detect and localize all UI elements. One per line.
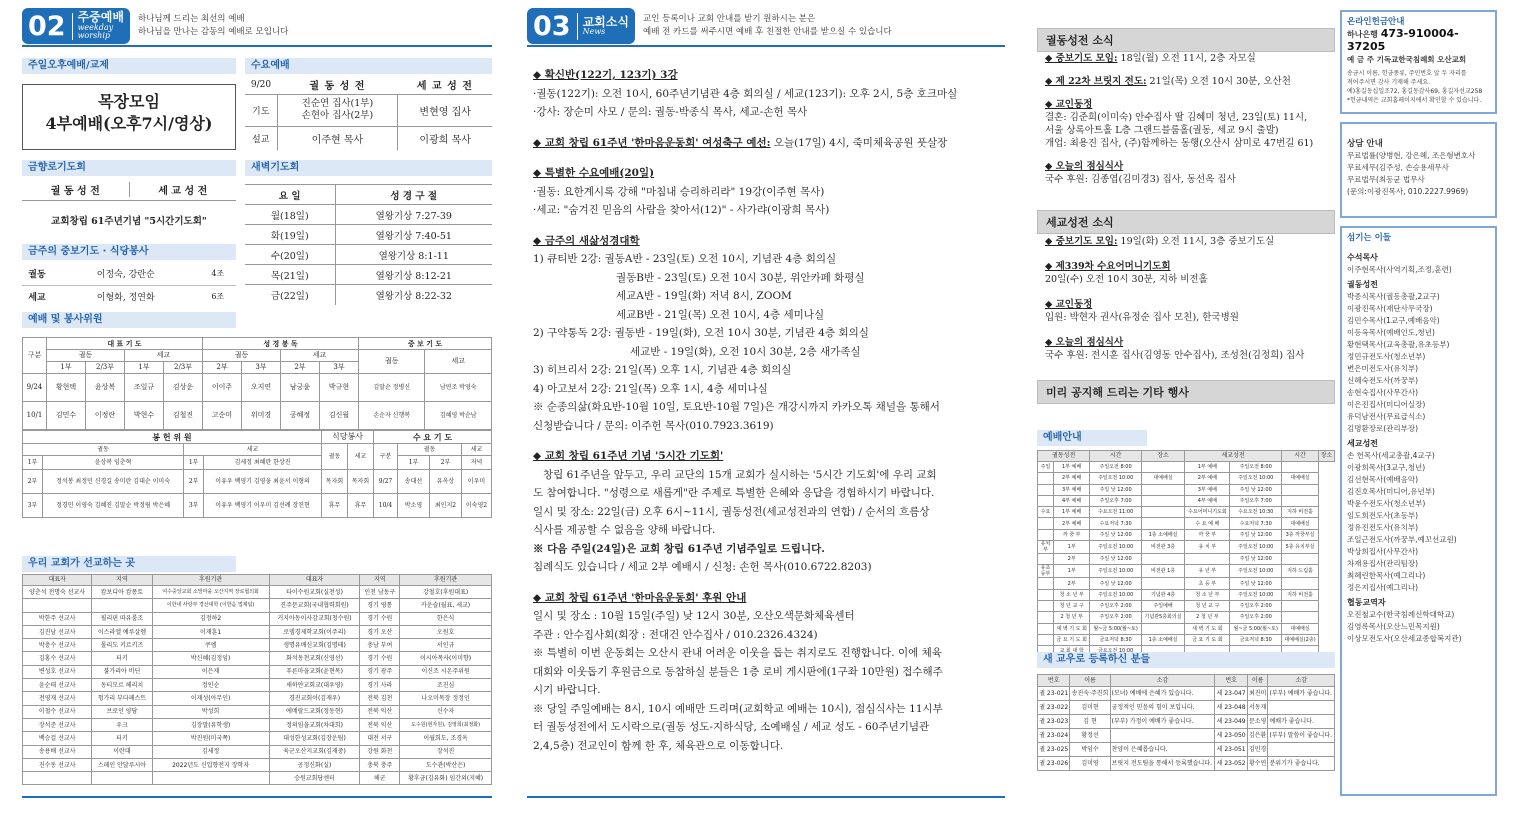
gw-news: ◆ 중보기도 모임: 18일(월) 오전 11시, 2층 자모실 ◆ 제 22차 브릿지 전도: 21일(목) 오전 10시 30분, 오산천 ◆ 교인동정 결혼: 김준희(이미숙) 안수집사 딸 김혜미 청년, 23일(토) 11시, 서울 상록아트홀 L층 그랜드블룸홀(궐동, 세교 9시 출발) 개업: 최용진 집사, (주)함께하는 동행(오산시 삼미로 47번길 61) ◆ 오늘의 점심식사 국수 후원: 김종엽(김미경3) 집사, 동선옥 집사 — [1045, 53, 1314, 185]
staff-member: 정유진전도사(유치부) — [1347, 523, 1419, 532]
gw-news-title: 궐동성전 소식 — [1037, 28, 1335, 52]
staff-member: 유덕남전사(무료급식소) — [1347, 412, 1426, 421]
mission-row: 윤순태 선교사 동티모르 헤리치 정인순 새하얀교회교(대우영) 경기 사라 조진심 — [23, 679, 492, 692]
section-label: 우리 교회가 선교하는 곳 — [22, 556, 236, 572]
dawn-row: 수(20일) 열왕기상 8:1-11 — [245, 245, 492, 265]
newcomer-row: 궐 23-021 송진숙·주진희 (모녀) 예배에 은혜가 있습니다. 세 23-047 최진미 (부부) 예배가 좋습니다. — [1038, 687, 1335, 701]
staff-member: 변은미전도사(유치부) — [1347, 364, 1419, 373]
guide-row: 2 청 년 부 주일오후 2:00 기념관5층회의실 2 청 년 부 주일오후 2:00 — [1038, 612, 1335, 623]
dawn-row: 월(18일) 열왕기상 7:27-39 — [245, 205, 492, 225]
guide-row: 까 꿍 부 주일 낮 12:00 1층 소예배실 까 꿍 부 주일 낮 12:00 3층 까꿍부실 — [1038, 529, 1335, 540]
news-title: ◆ 금주의 새삶성경대학 — [533, 234, 640, 247]
guide-row: 유초등부 1부 주일오전 10:00 비전관 1층 유 년 부 주일오전 10:00 지하 드림홀 — [1038, 565, 1335, 578]
mission-row: 이한네 사랑부 경산대학 (이한음 법제팀) 진주문교회(국내협력회원) 경기 영통 카운슬(월표, 세교) — [23, 599, 492, 612]
guide-row: 청 소 년 부 주일오전 10:00 기념관 4층 청 소 년 부 주일오전 10:00 지하 비전홀 — [1038, 589, 1335, 600]
staff-member: 이광진목사(재단사무국장) — [1347, 304, 1433, 313]
mission-section — [22, 556, 492, 785]
newcomer-row: 궐 23-022 김미현 궁정적인 믿음의 힘이 보입니다. 세 23-048 서동재 — [1038, 701, 1335, 715]
counsel-box: 상담 안내 무료법률(양병현, 강은혜, 조은형변호사 무료세무(김주성, 손승용세무사 무료법무(최동균 법무사 (문의:이광진목사, 010.2227.9969) — [1340, 122, 1497, 218]
section-label: 예배 및 봉사위원 — [22, 312, 236, 328]
guide-row: 금 요 기 도 회 금요저녁 8:30 1층 소예배실 금 요 기 도 회 금요저녁 8:30 대예배실(2층) — [1038, 634, 1335, 645]
staff-member: 김민수목사(1교구,예배음악) — [1347, 316, 1440, 325]
staff-member: 이주현목사(사역기획,조정,훈련) — [1347, 265, 1452, 274]
newcomers-section — [1037, 652, 1335, 771]
guide-row: 2부 예배 수요저녁 7:30 수 요 예 배 수요저녁 7:30 대예배실 — [1038, 518, 1335, 529]
worship-team-section — [22, 312, 492, 518]
section-label: 새 교우로 등록하신 분들 — [1037, 652, 1335, 668]
guide-section — [1037, 430, 1335, 657]
newcomer-row: 궐 23-024 황정선 세 23-050 김은환 (부부) 말씀이 좋습니다. — [1038, 729, 1335, 743]
worship-team-table: 구분 대 표 기 도 성 경 봉 독 중 보 기 도 궐동 세교 궐동 세교 궐동 세교 1부 2/3부 1부 2/3부 2부 3부 2부 3부 9/24 황현택 윤상복 조일규 김상운 이이주 오지연 남궁윤 박규현 김말순 정병신 남연조 박영숙 10/1 김민수 이정란 박현수 김철진 고순미 위미경 공혜정 김신월 손순자 신행복 김혜영 박순남 — [22, 337, 492, 430]
staff-member: 정민규전도사(청소년부) — [1347, 352, 1426, 361]
staff-member: 이등옥목사(예배인도,청년) — [1347, 328, 1435, 337]
staff-member: 박상희집사(사무간사) — [1347, 547, 1419, 556]
friday-section: 금향로기도회 궐 동 성 전 세 교 성 전 교회창립 61주년기념 "5시간기도회" — [22, 160, 236, 227]
staff-member: 황현택목사(교육총괄,유초등부) — [1347, 340, 1450, 349]
dawn-section — [245, 160, 492, 305]
section-label: 주일오후예배/교제 — [22, 58, 236, 74]
dawn-row: 목(21일) 열왕기상 8:12-21 — [245, 265, 492, 285]
sg-news-title: 세교성전 소식 — [1037, 210, 1335, 234]
staff-box: 섬기는 이들 수석목사 이주현목사(사역기획,조정,훈련) 궐동성전 박종식목사(궐동총괄,2교구) 이광진목사(재단사무국장) 김민수목사(1교구,예배음악) 이등옥목사(예배인도,청년) 황현택목사(교육총괄,유초등부) 정민규전도사(청소년부) 변은미전도사(유치부) 신혜숙전도사(까꿍부) 송현숙집사(사무간사) 이은진집사(미디어실장) 유덕남전사(무료급식소) 김명환장로(관리부장) 세교성전 손 헌목사(세교총괄,4교구) 이광희목사(3교구,청년) 김선현목사(예배음악) 김진호목사(미디어,유년부) 박윤수전도사(청소년부) 임도희전도사(초등부) 정유진전도사(유치부) 조일근전도사(까꿍부,예꼬선교원) 박상희집사(사무간사) 차재용집사(관리팀장) 최혜린한목사(예그리나) 정은지집사(예그리나) 협동교역자 오진철교수(한국침례신학대학교) 김영록목사(오산느민목지원) 이상모전도사(오산세교종합복지관) — [1340, 226, 1497, 796]
dawn-table: 요 일 성 경 구 절 월(18일) 열왕기상 7:27-39 화(19일) 열왕기상 7:40-51 수(20일) 열왕기상 8:1-11 목(21일) 열왕기상 8:12-21 금(22일) 열왕기상 8:22-32 — [245, 184, 492, 305]
guide-table: 궐동성전 시간 장소 세교성전 시간 장소 주일 1부 예배 주일오전 8:00 1부 예배 주일오전 8:00 2부 예배 주일오전 10:00 대예배실 2부 예배 주일오전 10:00 대예배실 3부 예배 주일 낮 12:00 3부 예배 주일 낮 12:00 4부 예배 주일오후 7:00 4부 예배 주일오후 7:00 수요 1부 예배 수요오전 11:00 수요어머니기도회 수요오전 10:30 지하 비전홀 2부 예배 수요저녁 7:30 수 요 예 배 수요저녁 7:30 대예배실 까 꿍 부 주일 낮 12:00 1층 소예배실 까 꿍 부 주일 낮 12:00 3층 까꿍부실 유치부 1부 주일오전 10:00 비전관 3층 유 치 부 주일오전 10:00 5층 유치부실 2부 주일 낮 12:00 주일 낮 12:00 유초등부 1부 주일오전 10:00 비전관 1층 유 년 부 주일오전 10:00 지하 드림홀 2부 주일 낮 12:00 초 등 부 주일 낮 12:00 청 소 년 부 주일오전 10:00 기념관 4층 청 소 년 부 주일오전 10:00 지하 비전홀 청 년 교 구 주일오후 2:00 주일예배 청 년 교 구 주일오후 2:00 2 청 년 부 주일오후 2:00 기념관5층회의실 2 청 년 부 주일오후 2:00 새 벽 기 도 회 월~금 5:00(월~토) 새 벽 기 도 회 월~금 5:00(월~토) 대예배실 금 요 기 도 회 금요저녁 8:30 1층 소예배실 금 요 기 도 회 금요저녁 8:30 대예배실(2층) — [1037, 450, 1335, 657]
wed-table: 9/20 궐 동 성 전 세 교 성 전 기도 진순연 집사(1부) 손현아 집사(2부) 변현영 집사 설교 이주현 목사 이광희 목사 — [245, 76, 492, 150]
wed-section — [245, 58, 492, 150]
newcomer-row: 궐 23-026 김미영 브릿지 전도팀을 통해서 등록했습니다. 세 23-052 황수연 분위기가 좋습니다. — [1038, 757, 1335, 771]
section-label: 예배안내 — [1037, 430, 1147, 446]
mission-row: 변성호 선교사 불가리아 비딘 이은재 푸른마을교회(윤현목) 경기 광주 이신조 시온주위원 — [23, 665, 492, 678]
page-03 — [527, 0, 1005, 813]
news-title: ◆ 특별한 수요예배(20일) — [533, 167, 655, 179]
staff-member: 박윤수전도사(청소년부) — [1347, 499, 1426, 508]
staff-member: 이광희목사(3교구,청년) — [1347, 463, 1426, 472]
mission-row: 송용배 선교사 이란대 김세정 육군오산지교회(김재중) 강원 화천 장석진 — [23, 745, 492, 758]
staff-member: 손 헌목사(세교총괄,4교구) — [1347, 451, 1435, 460]
sg-news: ◆ 중보기도 모임: 19일(화) 오전 11시, 3층 중보기도실 ◆ 제339차 수요어머니기도회 20일(수) 오전 10시 30분, 지하 비전홀 ◆ 교인동정 입원: 박현자 권사(유정순 집사 모친), 한국병원 ◆ 오늘의 점심식사 국수 후원: 전시훈 집사(김영동 안수집사), 조성천(김정희) 집사 — [1045, 236, 1305, 361]
staff-member: 김명환장로(관리부장) — [1347, 424, 1419, 433]
mission-row: 양춘석 전명숙 선교사 캄보디아 캄퐁토 여수중앙교회 소망마을 오산지역 장로협의회 타이수원교회(실천성) 인천 남동구 강철호(후원대표) — [23, 586, 492, 599]
staff-member: 차재용집사(관리팀장) — [1347, 559, 1419, 568]
mission-row: 승원교회당센터 해군 황후금(김유화) 임간외(지혜) — [23, 772, 492, 785]
guide-row: 청 년 교 구 주일오후 2:00 주일예배 청 년 교 구 주일오후 2:00 — [1038, 600, 1335, 611]
section-label: 금향로기도회 — [22, 160, 236, 176]
sunday-pm-box: 목장모임 4부예배(오후7시/영상) — [22, 84, 236, 150]
guide-row: 주일 1부 예배 주일오전 8:00 1부 예배 주일오전 8:00 — [1038, 462, 1335, 473]
other-events-title: 미리 공지해 드리는 기타 행사 — [1037, 380, 1335, 404]
guide-row: 2부 주일 낮 12:00 초 등 부 주일 낮 12:00 — [1038, 578, 1335, 589]
guide-row: 새 벽 기 도 회 월~금 5:00(월~토) 새 벽 기 도 회 월~금 5:00(월~토) 대예배실 — [1038, 623, 1335, 634]
news-title: ◆ 교회 창립 61주년 '한마음운동회' 후원 안내 — [533, 591, 747, 604]
mission-row: 이철수 선교사 브로인 양담 박성희 에메랄드교회(정동현) 전북 익산 신수자 — [23, 705, 492, 718]
page-04-main — [1037, 0, 1335, 813]
mission-row: 장석준 선교사 우크 김장말(류학생) 정의임을교회(차대희) 전북 익산 도수원(현자원), 김영희(최정화) — [23, 718, 492, 731]
service-table: 봉 헌 위 원 식당봉사 수 요 기 도 궐동 세교 궐동 세교 구분 궐동 세교 1부 윤상복 임춘혁 1부 김세정 최혜란 한상진 1부 2부 저녁 2부 정석봉 최정민 신경길 송미란 김대순 이미숙 2부 이유우 백영기 김영웅 최윤서 이형의 목자회 목자회 9/27 송대선 유옥상 이우미 3부 정경민 이영숙 김혜진 김말순 박정림 박은혜 3부 이유우 백영기 이우미 김선례 장진현 휴무 휴무 10/4 박소영 최인지2 이숙영2 — [22, 430, 492, 518]
staff-member: 송현숙집사(사무간사) — [1347, 388, 1419, 397]
sunday-pm-section — [22, 58, 236, 150]
worship-team-row: 10/1 김민수 이정란 박현수 김철진 고순미 위미경 공혜정 김신월 손순자 신행복 김혜영 박순남 — [23, 402, 492, 430]
section-label: 새벽기도회 — [245, 160, 492, 176]
staff-member: 이은진집사(미디어실장) — [1347, 400, 1426, 409]
staff-member: 박종식목사(궐동총괄,2교구) — [1347, 292, 1440, 301]
guide-row: 수요 1부 예배 수요오전 11:00 수요어머니기도회 수요오전 10:30 지하 비전홀 — [1038, 507, 1335, 518]
section-label: 금주의 중보기도 · 식당봉사 — [22, 244, 236, 260]
mission-row: 박충수 선교사 몰리도 키르키즈 쿠엠 생명유배신교회(김명태) 충남 부여 서인규 — [23, 639, 492, 652]
newcomers-table: 번호 이름 소감 번호 이름 소감 궐 23-021 송진숙·주진희 (모녀) 예배에 은혜가 있습니다. 세 23-047 최진미 (부부) 예배가 좋습니다. 궐 23-022 김미현 궁정적인 믿음의 힘이 보입니다. 세 23-048 서동재 궐 23-023 김 현 (부부) 가정이 예배가 좋습니다. 세 23-049 문소영 예배가 좋습니다. 궐 23-024 황정선 세 23-050 김은환 (부부) 말씀이 좋습니다. 궐 23-025 박임수 찬양이 은혜롭습니다. 세 23-051 김민경 궐 23-026 김미영 브릿지 전도팀을 통해서 등록했습니다. 세 23-052 황수연 분위기가 좋습니다. — [1037, 674, 1335, 771]
staff-member: 임도희전도사(초등부) — [1347, 511, 1419, 520]
page-04-side — [1340, 0, 1500, 813]
mission-row: 백승걸 선교사 터키 박진원(미국쪽) 대성한성교회(김장운팀) 대전 서구 이월희도, 조경옥 — [23, 732, 492, 745]
guide-row: 4부 예배 주일오후 7:00 4부 예배 주일오후 7:00 — [1038, 495, 1335, 506]
mission-table: 대표자 지역 후원기관 대표자 지역 후원기관 양춘석 전명숙 선교사 캄보디아 캄퐁토 여수중앙교회 소망마을 오산지역 장로협의회 타이수원교회(실천성) 인천 남동구 강철호(후원대표) 이한네 사랑부 경산대학 (이한음 법제팀) 진주문교회(국내협력회원) 경기 영통 카운슬(월표, 세교) 박한주 선교사 필리핀 따유룸조 김정하2 거지아동이사감교회(청수원) 경기 수원 한은식 김진남 선교사 이스라엘 예루살렘 이재훈1 로뎀경제학교회(이주리) 경기 오산 오원호 박충수 선교사 몰리도 키르키즈 쿠엠 생명유배신교회(김명태) 충남 부여 서인규 김홍수 선교사 터키 박신혜(김정임) 화석동천교회(신영선) 경기 수원 이시아목사(이미향) 변성호 선교사 불가리아 비딘 이은재 푸른마을교회(윤현목) 경기 광주 이신조 시온주위원 윤순태 선교사 동티모르 헤리치 정인순 새하얀교회교(대우영) 경기 사라 조진심 전영재 선교사 헝가리 부다페스트 이재성(아무인) 경진교회이(김재우) 전북 김천 나오미목장 정정인 이철수 선교사 브로인 양담 박성희 에메랄드교회(정동현) 전북 익산 신수자 장석준 선교사 우크 김장말(류학생) 정의임을교회(차대희) 전북 익산 도수원(현자원), 김영희(최정화) 백승걸 선교사 터키 박진원(미국쪽) 대성한성교회(김장운팀) 대전 서구 이월희도, 조경옥 송용배 선교사 이란대 김세정 육군오산지교회(김재중) 강원 화천 장석진 진수동 선교사 스페인 안달루시아 2022년도 신입향전지 장학자 공정신화(실) 충북 충주 도수관(박산은) 승원교회당센터 해군 황후금(김유화) 임간외(지혜) — [22, 574, 492, 785]
dawn-row: 화(19일) 열왕기상 7:40-51 — [245, 225, 492, 245]
intercede-section: 금주의 중보기도 · 식당봉사 궐동 이정숙, 강란순 4조 세교 이형화, 정연화 6조 — [22, 244, 236, 307]
guide-row: 유치부 1부 주일오전 10:00 비전관 3층 유 치 부 주일오전 10:00 5층 유치부실 — [1038, 541, 1335, 554]
section-02-header — [10, 8, 492, 48]
news-list: ◆ 확신반(122기, 123기) 3강 ·궐동(122기): 오전 10시, 60주년기념관 4층 회의실 / 세교(123기): 오후 2시, 5층 호크마실 ·강사: 장순미 사모 / 문의: 궐동-박종식 목사, 세교-손헌 목사 ◆ 교회 창립 61주년 '한마음운동회' 여성축구 예선: 오늘(17일) 4시, 죽미체육공원 풋살장 ◆ 특별한 수요예배(20일) ·궐동: 요한계시록 강해 "마침내 승리하리라" 19강(이주현 목사) ·세교: "숨겨진 믿음의 사람을 찾아서(12)" - 사가랴(이광희 목사) ◆ 금주의 새삶성경대학 1) 큐티반 2강: 궐동A반 - 23일(토) 오전 10시, 기념관 4층 회의실 궐동B반 - 23일(토) 오전 10시 30분, 위안카페 화평실 세교A반 - 19일(화) 저녁 8시, ZOOM 세교B반 - 21일(목) 오전 10시, 4층 세미나실 2) 구약통독 2강: 궐동반 - 19일(화), 오전 10시 30분, 기념관 4층 회의실 세교반 - 19일(화), 오전 10시 30분, 2층 새가족실 3) 히브리서 2강: 21일(목) 오후 1시, 기념관 4층 회의실 4) 아고보서 2강: 21일(목) 오후 1시, 4층 세미나실 ※ 순종의삶(화요반-10월 10일, 토요반-10월 7일)은 개강시까지 카카오톡 채널을 통해서 신청받습니다 / 문의: 이주헌 목사(010.7923.3619) ◆ 교회 창립 61주년 기념 '5시간 기도회' 창립 61주년을 앞두고, 우리 교단의 15개 교회가 실시하는 '5시간 기도회'에 우리 교회 도 참여합니다. "성령으로 새롭게"란 주제로 특별한 은혜와 응답을 경험하시기 바랍니다. 일시 및 장소: 22일(금) 오후 6시~11시, 궐동성전(세교성전과의 연합) / 순서의 흐름상 식사를 제공할 수 없음을 양해 바랍니다. ※ 다음 주일(24일)은 교회 창립 61주년 기념주일로 드립니다. 침례식도 있습니다 / 세교 2부 예배시 / 신청: 손헌 목사(010.6722.8203) ◆ 교회 창립 61주년 '한마음운동회' 후원 안내 일시 및 장소 : 10월 15일(주일) 낮 12시 30분, 오산오색문화체육센터 주관 : 안수집사회(회장 : 전대건 안수집사 / 010.2326.4324) ※ 특별히 이번 운동회는 오산시 관내 어려운 이웃을 돕는 취지로도 진행합니다. 이에 체육 대회와 이웃돕기 후원금으로 동참하실 분들은 1층 로비 게시판에(1구좌 10만원) 접수해주 시기 바랍니다. ※ 당일 주일예배는 8시, 10시 예배만 드리며(교회학교 예배는 10시), 점심식사는 11시부 터 궐동성전에서 도시락으로(궐동 성도-지하식당, 소예배실 / 세교 성도 - 60주년기념관 2,4,5층) 전교인이 함께 한 후, 체육관으로 이동합니다. — [533, 66, 1003, 755]
page-02 — [10, 0, 492, 813]
dawn-row: 금(22일) 열왕기상 8:22-32 — [245, 285, 492, 305]
section-03-badge: 03 교회소식 News — [527, 8, 635, 44]
guide-row: 2부 예배 주일오전 10:00 대예배실 2부 예배 주일오전 10:00 대예배실 — [1038, 473, 1335, 484]
newcomer-row: 궐 23-025 박임수 찬양이 은혜롭습니다. 세 23-051 김민경 — [1038, 743, 1335, 757]
staff-member: 김진호목사(미디어,유년부) — [1347, 487, 1435, 496]
mission-row: 박한주 선교사 필리핀 따유룸조 김정하2 거지아동이사감교회(청수원) 경기 수원 한은식 — [23, 612, 492, 625]
mission-row: 진수동 선교사 스페인 안달루시아 2022년도 신입향전지 장학자 공정신화(실) 충북 충주 도수관(박산은) — [23, 758, 492, 771]
section-03-desc: 교인 등록이나 교회 안내를 받기 원하시는 분은 예배 전 카드를 써주시면 예배 후 친절한 안내를 받으실 수 있습니다 — [643, 14, 892, 37]
newcomer-row: 궐 23-023 김 현 (부부) 가정이 예배가 좋습니다. 세 23-049 문소영 예배가 좋습니다. — [1038, 715, 1335, 729]
guide-row: 3부 예배 주일 낮 12:00 3부 예배 주일 낮 12:00 — [1038, 484, 1335, 495]
guide-row: 2부 주일 낮 12:00 주일 낮 12:00 — [1038, 554, 1335, 565]
section-03-header — [527, 8, 1005, 48]
news-title: ◆ 교회 창립 61주년 '한마음운동회' 여성축구 예선: — [533, 136, 771, 149]
section-02-badge: 02 주중예배 weekday worship — [22, 8, 130, 44]
staff-member: 김영록목사(오산느민목지원) — [1347, 622, 1440, 631]
staff-member: 신혜숙전도사(까꿍부) — [1347, 376, 1419, 385]
section-label: 수요예배 — [245, 58, 492, 74]
news-title: ◆ 확신반(122기, 123기) 3강 — [533, 69, 678, 81]
section-02-desc: 하나님께 드리는 최선의 예배 하나님을 만나는 감동의 예배로 모입니다 — [138, 14, 289, 37]
worship-team-row: 9/24 황현택 윤상복 조일규 김상운 이이주 오지연 남궁윤 박규현 김말순 정병신 남연조 박영숙 — [23, 374, 492, 402]
mission-row: 전영재 선교사 헝가리 부다페스트 이재성(아무인) 경진교회이(김재우) 전북 김천 나오미목장 정정인 — [23, 692, 492, 705]
staff-member: 조일근전도사(까꿍부,예꼬선교원) — [1347, 535, 1457, 544]
staff-member: 정은지집사(예그리나) — [1347, 583, 1419, 592]
staff-member: 김선현목사(예배음악) — [1347, 475, 1419, 484]
staff-member: 최혜린한목사(예그리나) — [1347, 571, 1426, 580]
staff-member: 이상모전도사(오산세교종합복지관) — [1347, 634, 1462, 643]
mission-row: 김홍수 선교사 터키 박신혜(김정임) 화석동천교회(신영선) 경기 수원 이시아목사(이미향) — [23, 652, 492, 665]
staff-member: 오진철교수(한국침례신학대학교) — [1347, 610, 1455, 619]
mission-row: 김진남 선교사 이스라엘 예루살렘 이재훈1 로뎀경제학교회(이주리) 경기 오산 오원호 — [23, 625, 492, 638]
online-offering-box: 온라인헌금안내 하나은행 473-910004-37205 예 금 주 기독교한국침례회 오산교회 송금시 이름, 헌금종류, 주민번호 앞 두 자리를 적어주시면 감사 기재해 주세요. 예)홍길동십일조72, 홍길동감사69, 홍길자선교258 *헌금내역은 교회홈페이지에서 확인할 수 있습니다. — [1340, 10, 1497, 114]
news-title: ◆ 교회 창립 61주년 기념 '5시간 기도회' — [533, 450, 724, 462]
